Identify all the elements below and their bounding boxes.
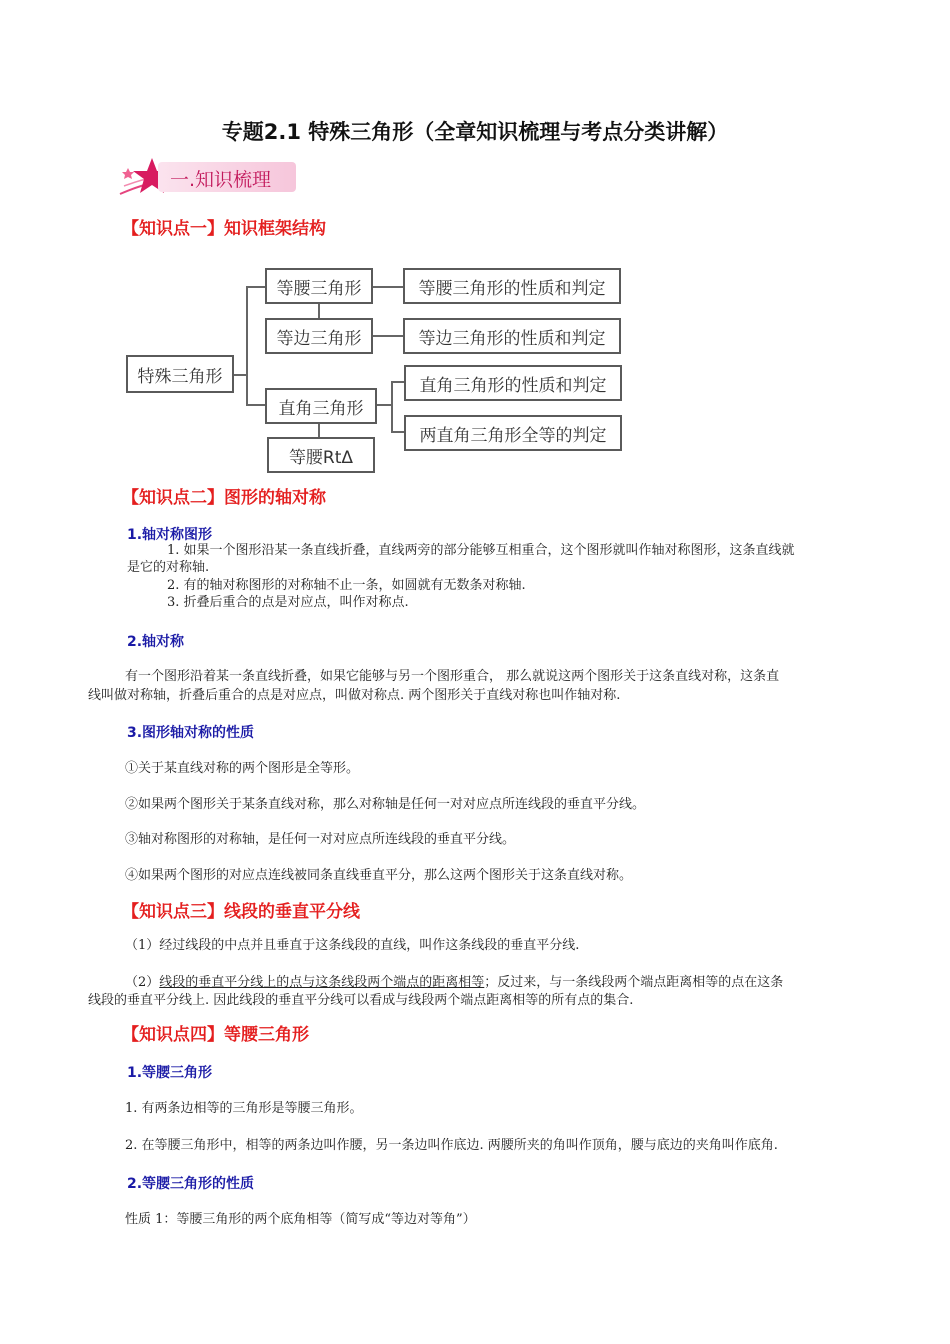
- kp4-s1-title: 1.等腰三角形: [127, 1065, 213, 1081]
- node-equilateral: 等边三角形: [265, 318, 373, 354]
- connector: [246, 286, 266, 288]
- node-right-congruent: 两直角三角形全等的判定: [404, 415, 622, 451]
- connector: [246, 404, 266, 406]
- kp2-s3-p1: ①关于某直线对称的两个图形是全等形。: [125, 761, 360, 776]
- kp2-s2-p1a: 有一个图形沿着某一条直线折叠，如果它能够与另一个图形重合， 那么就说这两个图形关于这条直线对称，这条直: [125, 669, 780, 684]
- connector: [318, 422, 320, 438]
- kp4-s1-p2: 2. 在等腰三角形中，相等的两条边叫作腰，另一条边叫作底边. 两腰所夹的角叫作顶角，腰与底边的夹角叫作底角.: [125, 1138, 778, 1153]
- kp2-s3-p3: ③轴对称图形的对称轴，是任何一对对应点所连线段的垂直平分线。: [125, 832, 516, 847]
- kp3-p2-suffix: ；反过来，与一条线段两个端点距离相等的点在这条: [484, 975, 784, 990]
- kp3-p2b: 线段的垂直平分线上. 因此线段的垂直平分线可以看成与线段两个端点距离相等的所有点的集合.: [88, 993, 634, 1008]
- kp1-heading: 【知识点一】知识框架结构: [122, 219, 326, 239]
- kp3-p2: [125, 973, 783, 992]
- node-equilateral-property: 等边三角形的性质和判定: [403, 318, 621, 354]
- node-isosceles: 等腰三角形: [265, 268, 373, 304]
- connector: [233, 374, 247, 376]
- node-isosceles-property: 等腰三角形的性质和判定: [403, 268, 621, 304]
- kp3-p2-prefix: （2）: [125, 975, 160, 990]
- node-right-property: 直角三角形的性质和判定: [404, 365, 622, 401]
- connector: [246, 286, 248, 406]
- kp2-s2-p1b: 线叫做对称轴，折叠后重合的点是对应点，叫做对称点. 两个图形关于直线对称也叫作轴对称.: [88, 688, 621, 703]
- page-title: 专题2.1 特殊三角形（全章知识梳理与考点分类讲解）: [221, 120, 729, 144]
- kp3-heading: 【知识点三】线段的垂直平分线: [122, 902, 360, 922]
- connector: [376, 404, 392, 406]
- kp3-p1: （1）经过线段的中点并且垂直于这条线段的直线，叫作这条线段的垂直平分线.: [125, 938, 580, 953]
- kp2-s3-title: 3.图形轴对称的性质: [127, 725, 255, 741]
- connector: [391, 381, 405, 383]
- kp2-s1-p3: 3. 折叠后重合的点是对应点，叫作对称点.: [167, 595, 409, 610]
- connector: [372, 335, 404, 337]
- kp2-s3-p4: ④如果两个图形的对应点连线被同条直线垂直平分，那么这两个图形关于这条直线对称。: [125, 868, 633, 883]
- node-isosceles-right: 等腰RtΔ: [267, 437, 375, 473]
- banner-label: 一.知识梳理: [170, 169, 272, 191]
- knowledge-framework-diagram: [0, 0, 950, 480]
- kp4-s1-p1: 1. 有两条边相等的三角形是等腰三角形。: [125, 1101, 363, 1116]
- kp2-s1-p1b: 是它的对称轴.: [127, 560, 210, 575]
- node-right: 直角三角形: [265, 388, 377, 424]
- kp2-s2-title: 2.轴对称: [127, 634, 185, 650]
- connector: [391, 431, 405, 433]
- kp2-s1-p1a: 1. 如果一个图形沿某一条直线折叠，直线两旁的部分能够互相重合，这个图形就叫作轴对称图形，这条直线就: [167, 543, 795, 558]
- kp2-heading: 【知识点二】图形的轴对称: [122, 488, 326, 508]
- kp3-p2-underline: 线段的垂直平分线上的点与这条线段两个端点的距离相等: [159, 975, 485, 990]
- kp4-s2-title: 2.等腰三角形的性质: [127, 1176, 255, 1192]
- connector: [372, 286, 404, 288]
- kp2-s1-p2: 2. 有的轴对称图形的对称轴不止一条，如圆就有无数条对称轴.: [167, 578, 526, 593]
- node-special-triangle: 特殊三角形: [126, 355, 234, 393]
- kp2-s1-title: 1.轴对称图形: [127, 527, 213, 543]
- kp2-s3-p2: ②如果两个图形关于某条直线对称，那么对称轴是任何一对对应点所连线段的垂直平分线。: [125, 797, 646, 812]
- connector: [391, 381, 393, 433]
- kp4-s2-p1: 性质 1：等腰三角形的两个底角相等（简写成“等边对等角”）: [125, 1212, 476, 1227]
- kp4-heading: 【知识点四】等腰三角形: [122, 1025, 309, 1045]
